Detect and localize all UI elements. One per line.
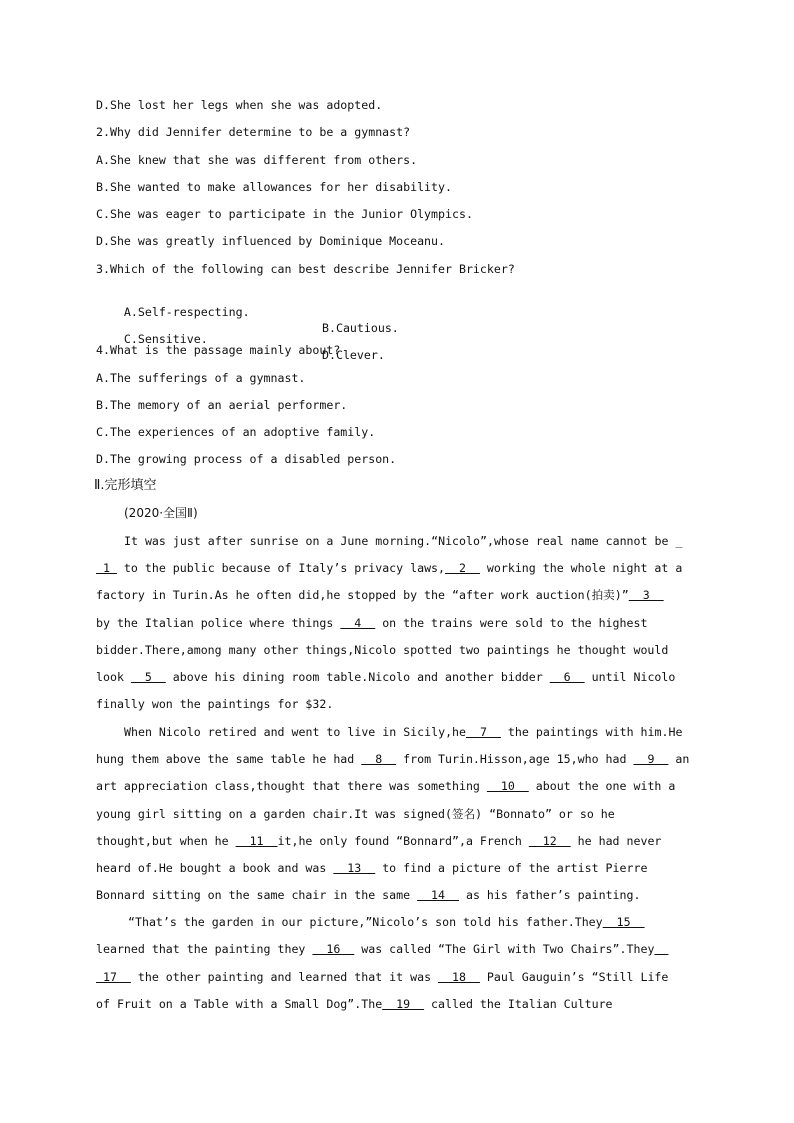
passage-text: he had never: [570, 834, 662, 848]
passage-text: the paintings with him.He: [500, 725, 683, 739]
blank-16: 16: [312, 942, 355, 956]
blank-14: 14: [417, 888, 459, 902]
blank-9: 9: [633, 752, 669, 766]
passage-line-17: [96, 969, 696, 985]
passage-line-9: [96, 751, 696, 767]
passage-line-5: bidder.There,among many other things,Nicolo spotted two paintings he thought would: [96, 643, 669, 657]
q2-option-b: B.She wanted to make allowances for her disability.: [96, 180, 452, 194]
passage-text: about the one with a: [528, 779, 676, 793]
passage-text: Paul Gauguin’s “Still Life: [479, 970, 669, 984]
q2-stem: 2.Why did Jennifer determine to be a gymnast?: [96, 125, 411, 139]
q4-stem: 4.What is the passage mainly about?: [96, 343, 341, 357]
passage-line-10: [96, 778, 696, 794]
blank-10: 10: [486, 779, 529, 793]
blank-1: 1: [96, 561, 117, 575]
blank-marker: _: [675, 534, 683, 548]
blank-3: 3: [628, 588, 664, 602]
passage-text: factory in Turin.As he often did,he stopped by the “after work auction(拍卖)”: [96, 588, 629, 602]
blank-17: 17: [96, 970, 131, 984]
q4-option-c: C.The experiences of an adoptive family.: [96, 425, 376, 439]
q3-option-b: B.Cautious.: [322, 321, 399, 335]
blank-4: 4: [340, 616, 376, 630]
passage-text: by the Italian police where things: [96, 616, 341, 630]
q4-option-d: D.The growing process of a disabled person.: [96, 452, 397, 466]
passage-line-16: [96, 941, 696, 957]
blank-6: 6: [549, 670, 585, 684]
blank-5: 5: [130, 670, 166, 684]
passage-text: learned that the painting they: [96, 942, 313, 956]
blank-12: 12: [528, 834, 571, 848]
passage-text: the other painting and learned that it was: [130, 970, 439, 984]
passage-text: on the trains were sold to the highest: [375, 616, 648, 630]
passage-text: of Fruit on a Table with a Small Dog”.The: [96, 997, 383, 1011]
passage-text: look: [96, 670, 131, 684]
passage-text: was called “The Girl with Two Chairs”.They: [354, 942, 655, 956]
section-heading: Ⅱ.完形填空: [94, 478, 157, 493]
blank-13: 13: [333, 861, 376, 875]
passage-text: working the whole night at a: [479, 561, 683, 575]
passage-line-6: [96, 669, 696, 685]
passage-text: it,he only found “Bonnard”,a French: [277, 834, 529, 848]
q3-stem: 3.Which of the following can best describe Jennifer Bricker?: [96, 262, 515, 276]
blank-19: 19: [382, 997, 425, 1011]
passage-text: to the public because of Italy’s privacy laws,: [116, 561, 446, 575]
passage-text: above his dining room table.Nicolo and another bidder: [165, 670, 550, 684]
passage-text: an: [668, 752, 690, 766]
passage-text: art appreciation class,thought that there was something: [96, 779, 487, 793]
blank-8: 8: [361, 752, 397, 766]
passage-text: “That’s the garden in our picture,”Nicolo’s son told his father.They: [128, 915, 603, 929]
blank-18: 18: [438, 970, 480, 984]
passage-line-4: [96, 615, 696, 631]
q3-option-c: C.Sensitive.: [123, 332, 208, 346]
passage-line-11: young girl sitting on a garden chair.It was signed(签名) “Bonnato” or so he: [96, 807, 615, 821]
passage-text: Bonnard sitting on the same chair in the same: [96, 888, 418, 902]
passage-line-13: [96, 860, 696, 876]
q3-option-d: D.Clever.: [322, 348, 385, 362]
passage-text: called the Italian Culture: [424, 997, 613, 1011]
passage-text: from Turin.Hisson,age 15,who had: [396, 752, 634, 766]
passage-source: (2020·全国Ⅱ): [124, 506, 198, 520]
passage-text: When Nicolo retired and went to live in Sicily,he: [124, 725, 467, 739]
passage-text: to find a picture of the artist Pierre: [375, 861, 648, 875]
blank-2: 2: [445, 561, 480, 575]
passage-text: It was just after sunrise on a June morning.“Nicolo”,whose real name cannot be: [124, 534, 676, 548]
blank-7: 7: [466, 725, 501, 739]
q4-option-a: A.The sufferings of a gymnast.: [96, 371, 306, 385]
blank-15: 15: [602, 915, 645, 929]
passage-line-15: [128, 914, 728, 930]
q2-option-d: D.She was greatly influenced by Dominique Moceanu.: [96, 234, 446, 248]
passage-line-2: [96, 560, 696, 576]
q1-option-d: D.She lost her legs when she was adopted.: [96, 98, 383, 112]
passage-line-12: [96, 833, 696, 849]
passage-line-7: finally won the paintings for $32.: [96, 697, 334, 711]
passage-text: until Nicolo: [584, 670, 676, 684]
q3-option-a: A.Self-respecting.: [123, 305, 250, 319]
passage-text: hung them above the same table he had: [96, 752, 362, 766]
blank-marker: [654, 942, 668, 956]
passage-text: heard of.He bought a book and was: [96, 861, 334, 875]
q4-option-b: B.The memory of an aerial performer.: [96, 398, 348, 412]
blank-11: 11: [235, 834, 278, 848]
q2-option-a: A.She knew that she was different from others.: [96, 153, 418, 167]
passage-line-8: [124, 724, 724, 740]
passage-text: as his father’s painting.: [458, 888, 641, 902]
passage-line-14: [96, 887, 696, 903]
passage-text: thought,but when he: [96, 834, 236, 848]
passage-line-18: [96, 996, 696, 1012]
passage-line-1: [124, 533, 724, 549]
passage-line-3: [96, 587, 696, 603]
q2-option-c: C.She was eager to participate in the Junior Olympics.: [96, 207, 473, 221]
